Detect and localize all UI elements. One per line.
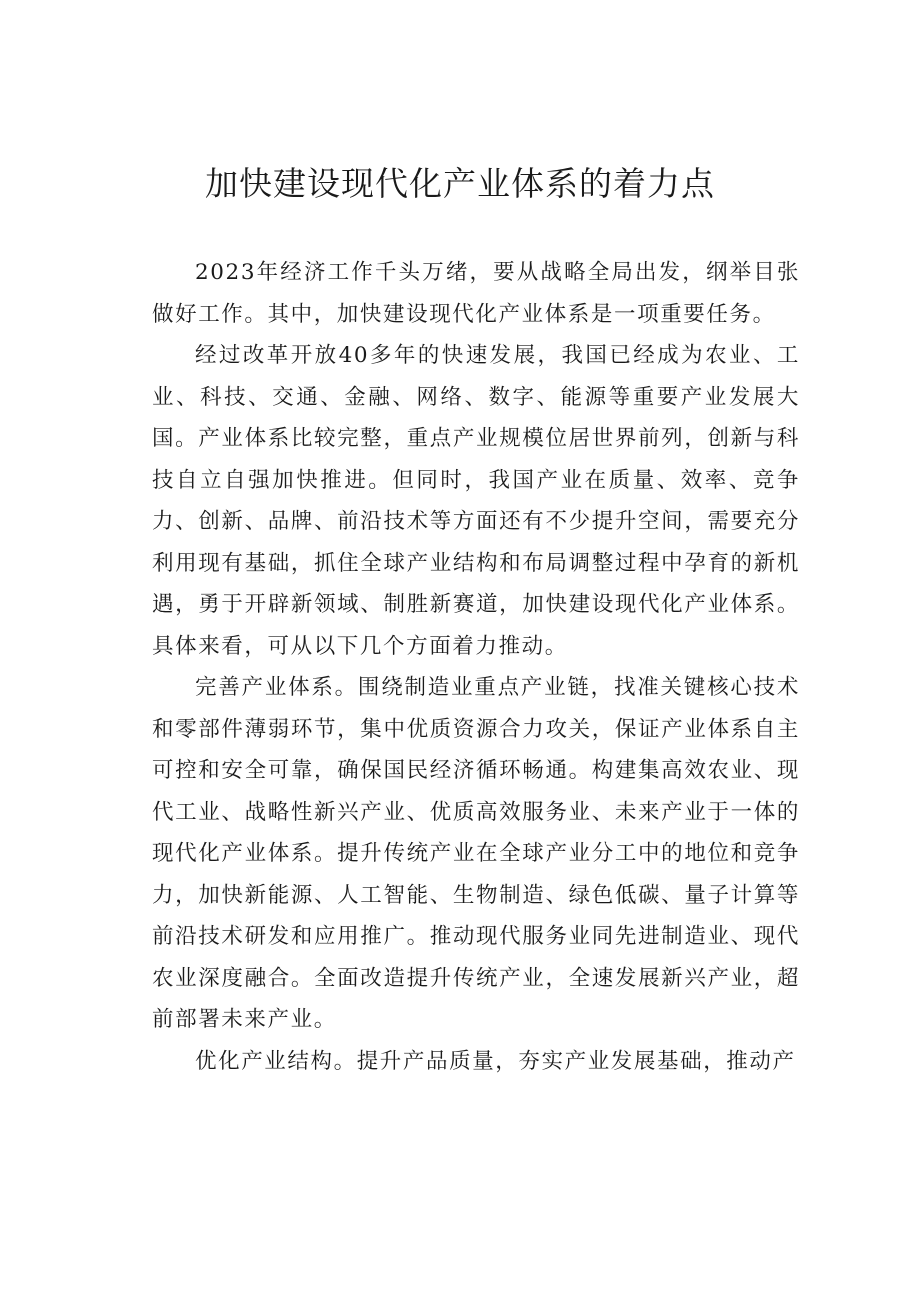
document-body xyxy=(152,252,800,1082)
paragraph-improve-industrial-system: 完善产业体系。围绕制造业重点产业链，找准关键核心技术和零部件薄弱环节，集中优质资源合力攻关，保证产业体系自主可控和安全可靠，确保国民经济循环畅通。构建集高效农业、现代工业、战略性新兴产业、优质高效服务业、未来产业于一体的现代化产业体系。提升传统产业在全球产业分工中的地位和竞争力，加快新能源、人工智能、生物制造、绿色低碳、量子计算等前沿技术研发和应用推广。推动现代服务业同先进制造业、现代农业深度融合。全面改造提升传统产业，全速发展新兴产业，超前部署未来产业。 xyxy=(152,675,800,1032)
paragraph-background: 经过改革开放40多年的快速发展，我国已经成为农业、工业、科技、交通、金融、网络、数字、能源等重要产业发展大国。产业体系比较完整，重点产业规模位居世界前列，创新与科技自立自强加快推进。但同时，我国产业在质量、效率、竞争力、创新、品牌、前沿技术等方面还有不少提升空间，需要充分利用现有基础，抓住全球产业结构和布局调整过程中孕育的新机遇，勇于开辟新领域、制胜新赛道，加快建设现代化产业体系。具体来看，可从以下几个方面着力推动。 xyxy=(152,343,800,659)
paragraph-optimize-industrial-structure: 优化产业结构。提升产品质量，夯实产业发展基础，推动产 xyxy=(195,1048,796,1074)
paragraph-intro: 2023年经济工作千头万绪，要从战略全局出发，纲举目张做好工作。其中，加快建设现代化产业体系是一项重要任务。 xyxy=(152,260,800,327)
document-title: 加快建设现代化产业体系的着力点 xyxy=(205,164,715,203)
